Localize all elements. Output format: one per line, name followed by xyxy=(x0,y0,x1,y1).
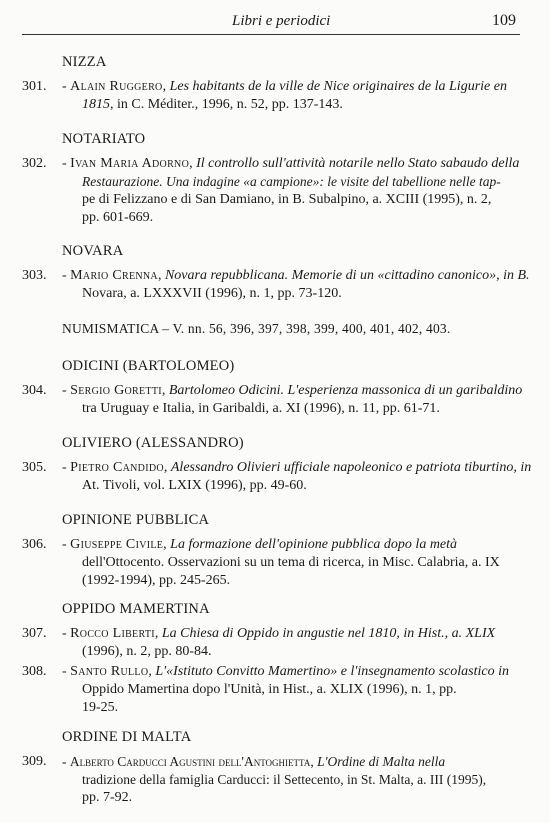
entry-number: 309. xyxy=(22,754,47,769)
running-title: Libri e periodici xyxy=(232,13,331,29)
entry-title: Les habitants de la ville de Nice originaires de la Ligurie en xyxy=(169,79,507,94)
entry-author: Sergio Goretti xyxy=(70,383,162,398)
entry-number: 307. xyxy=(22,626,47,641)
entry-line: L'Ordine di Malta nella xyxy=(317,754,446,769)
section-heading: NOTARIATO xyxy=(62,131,146,147)
entry-number: 303. xyxy=(22,268,47,283)
entry-line: Novara, a. LXXXVII (1996), n. 1, pp. 73-120. xyxy=(82,286,342,301)
entry-line: tra Uruguay e Italia, in Garibaldi, a. XI (1996), n. 11, pp. 61-71. xyxy=(82,401,440,416)
entry-number: 306. xyxy=(22,537,47,552)
page-header xyxy=(22,12,520,35)
entry-line: At. Tivoli, vol. LXIX (1996), pp. 49-60. xyxy=(82,478,307,493)
entry-author: Giuseppe Civile xyxy=(70,537,164,552)
page-number: 109 xyxy=(492,12,516,29)
entry-line: (1996), n. 2, pp. 80-84. xyxy=(82,644,212,659)
entry-line: (1992-1994), pp. 245-265. xyxy=(82,573,231,588)
entry-author: Santo Rullo xyxy=(70,664,149,679)
entry-line: Oppido Mamertina dopo l'Unità, in Hist., a. XLIX (1996), n. 1, pp. xyxy=(82,682,457,697)
section-heading: OPINIONE PUBBLICA xyxy=(62,512,210,528)
entry-author: Rocco Liberti xyxy=(70,626,155,641)
entry-line: pp. 601-669. xyxy=(82,210,154,225)
entry-number: 301. xyxy=(22,79,47,94)
entry-line: dell'Ottocento. Osservazioni su un tema di ricerca, in Misc. Calabria, a. IX xyxy=(82,555,500,570)
section-heading-crossref: NUMISMATICA – V. nn. 56, 396, 397, 398, 399, 400, 401, 402, 403. xyxy=(62,321,451,336)
entry-line: La Chiesa di Oppido in angustie nel 1810, in Hist., a. XLIX xyxy=(161,626,496,641)
section-heading: OLIVIERO (ALESSANDRO) xyxy=(62,435,244,451)
entry-author: Alberto Carducci Agustini dell'Antoghietta xyxy=(69,754,311,769)
entry-line: 19-25. xyxy=(82,700,119,715)
entry-line: La formazione dell'opinione pubblica dopo la metà xyxy=(170,537,458,552)
entry-line: pe di Felizzano e di San Damiano, in B. Subalpino, a. XCIII (1995), n. 2, xyxy=(82,192,492,207)
section-heading: OPPIDO MAMERTINA xyxy=(62,601,210,617)
section-heading: NIZZA xyxy=(62,54,107,70)
entry-number: 302. xyxy=(22,156,47,171)
entry-title-cont: 1815 xyxy=(82,97,110,112)
entry-line: L'«Istituto Convitto Mamertino» e l'insegnamento scolastico in xyxy=(155,664,509,679)
entry-line: Alessandro Olivieri ufficiale napoleonico e patriota tiburtino, in xyxy=(170,460,532,475)
document-page: Libri e periodici 109 NIZZA 301. - Alain Ruggero, Les habitants de la ville de Nice originaires de la Ligurie en 1815, in C. Méditer., 1996, n. 52, pp. 137-143. NOTARIATO 302. - Ivan Maria Adorno, Il controllo sull'attività notarile nello Stato sabaudo della Restaurazione. Una indagine «a campione»: le visite del tabellione nelle tap- pe di Felizzano e di San Damiano, in B. Subalpino, a. XCIII (1995), n. 2, pp. 601-669. NOVARA 303. - Mario Crenna, Novara repubblicana. Memorie di un «cittadino canonico», in B. Novara, a. LXXXVII (1996), n. 1, pp. 73-120. NUMISMATICA – V. nn. 56, 396, 397, 398, 399, 400, 401, 402, 403. ODICINI (BARTOLOMEO) 304. - Sergio Goretti, Bartolomeo Odicini. L'esperienza massonica di un garibaldino tra Uruguay e Italia, in Garibaldi, a. XI (1996), n. 11, pp. 61-71. OLIVIERO (ALESSANDRO) 305. - Pietro Candido, Alessandro Olivieri ufficiale napoleonico e patriota tiburtino, in At. Tivoli, vol. LXIX (1996), pp. 49-60. OPINIONE PUBBLICA 306. - Giuseppe Civile, La formazione dell'opinione pubblica dopo la metà dell'Ottocento. Osservazioni su un tema di ricerca, in Misc. Calabria, a. IX (1992-1994), pp. 245-265. OPPIDO MAMERTINA 307. - Rocco Liberti, La Chiesa di Oppido in angustie nel 1810, in Hist., a. XLIX (1996), n. 2, pp. 80-84. 308. - Santo Rullo, L'«Istituto Convitto Mamertino» e l'insegnamento scolastico in Oppido Mamertina dopo l'Unità, in Hist., a. XLIX (1996), n. 1, pp. 19-25. ORDINE DI MALTA 309. - Alberto Carducci Agustini dell'Antoghietta, L'Ordine di Malta nella tradizione della famiglia Carducci: il Settecento, in St. Malta, a. III (1995), pp. 7-92. xyxy=(22,12,532,805)
entry-line: pp. 7-92. xyxy=(82,790,133,805)
entry-line: Restaurazione. Una indagine «a campione»: le visite del tabellione nelle tap- xyxy=(82,174,501,189)
entry-line: Bartolomeo Odicini. L'esperienza massonica di un garibaldino xyxy=(168,383,523,398)
entry-citation: , in C. Méditer., 1996, n. 52, pp. 137-143. xyxy=(110,97,343,112)
entry-author: Alain Ruggero xyxy=(70,79,163,94)
section-heading: ORDINE DI MALTA xyxy=(62,729,192,745)
entry-line: Il controllo sull'attività notarile nello Stato sabaudo della xyxy=(196,156,520,171)
entry-line: Novara repubblicana. Memorie di un «cittadino canonico», in B. xyxy=(164,268,530,283)
entry-number: 304. xyxy=(22,383,47,398)
entry-number: 308. xyxy=(22,664,47,679)
entry-line: tradizione della famiglia Carducci: il Settecento, in St. Malta, a. III (1995), xyxy=(82,772,487,787)
entry-author: Mario Crenna xyxy=(70,268,158,283)
entry-author: Ivan Maria Adorno xyxy=(70,156,190,171)
entry-author: Pietro Candido xyxy=(70,460,164,475)
entry-number: 305. xyxy=(22,460,47,475)
section-heading: NOVARA xyxy=(62,243,124,259)
section-heading: ODICINI (BARTOLOMEO) xyxy=(62,358,235,374)
